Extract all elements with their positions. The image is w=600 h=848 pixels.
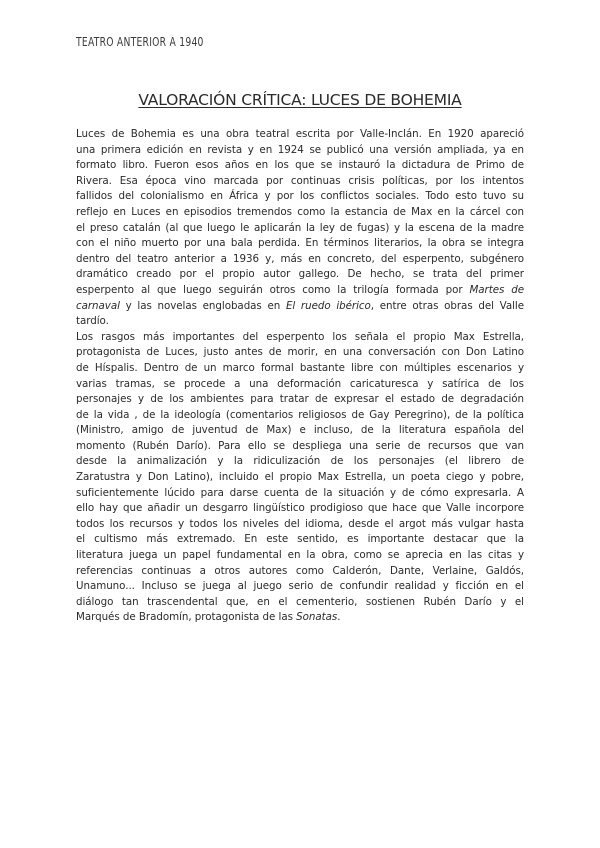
body-line: reflejo en Luces en episodios tremendos como la estancia de Max en la cárcel con bbox=[76, 205, 524, 218]
body-line: el preso catalán (al que luego le aplicarán la ley de fugas) y la escena de la madre bbox=[76, 221, 524, 234]
document-body bbox=[76, 127, 524, 626]
body-line: suficientemente lúcido para darse cuenta de la situación y de cómo expresarla. A bbox=[76, 486, 524, 499]
body-line: Unamuno... Incluso se juega al juego serio de confundir realidad y ficción en el bbox=[76, 580, 524, 593]
body-line: fallidos del colonialismo en África y por los conflictos sociales. Todo esto tuvo su bbox=[76, 190, 524, 203]
body-line: personajes y de los ambientes para tratar de expresar el estado de degradación bbox=[76, 393, 524, 406]
body-line: Los rasgos más importantes del esperpento los señala el propio Max Estrella, bbox=[76, 330, 524, 343]
body-line: con el niño muerto por una bala perdida. En términos literarios, la obra se integra bbox=[76, 237, 524, 250]
document-title: VALORACIÓN CRÍTICA: LUCES DE BOHEMIA bbox=[138, 91, 462, 109]
body-line: una primera edición en revista y en 1924 se publicó una versión ampliada, ya en bbox=[76, 143, 524, 156]
body-line: carnaval y las novelas englobadas en El ruedo ibérico, entre otras obras del Valle bbox=[76, 299, 524, 312]
body-line: protagonista de Luces, justo antes de morir, en una conversación con Don Latino bbox=[76, 346, 524, 359]
body-line: el cultismo más extremado. En este sentido, es importante destacar que la bbox=[76, 533, 524, 546]
body-line: (Ministro, amigo de juventud de Max) e incluso, de la literatura española del bbox=[76, 424, 524, 437]
body-line: formato libro. Fueron esos años en los que se instauró la dictadura de Primo de bbox=[76, 159, 524, 172]
body-line: momento (Rubén Darío). Para ello se despliega una serie de recursos que van bbox=[76, 439, 524, 452]
body-line: Zaratustra y Don Latino), incluido el propio Max Estrella, un poeta ciego y pobre, bbox=[76, 471, 524, 484]
body-line: literatura juega un papel fundamental en la obra, como se aprecia en las citas y bbox=[76, 549, 524, 562]
body-line: de Híspalis. Dentro de un marco formal bastante libre con múltiples escenarios y bbox=[76, 361, 524, 374]
body-line: referencias continuas a otros autores como Calderón, Dante, Verlaine, Galdós, bbox=[76, 564, 524, 577]
body-line: Luces de Bohemia es una obra teatral escrita por Valle-Inclán. En 1920 apareció bbox=[76, 128, 524, 140]
body-line: esperpento al que luego seguirán otros como la trilogía formada por Martes de bbox=[76, 283, 525, 296]
body-line: dramático creado por el propio autor gallego. De hecho, se trata del primer bbox=[76, 268, 524, 281]
body-line: diálogo tan trascendental que, en el cementerio, sostienen Rubén Darío y el bbox=[76, 595, 524, 608]
body-line: todos los recursos y todos los niveles del idioma, desde el argot más vulgar hasta bbox=[76, 517, 524, 530]
body-line: dentro del teatro anterior a 1936 y, más en concreto, del esperpento, subgénero bbox=[76, 252, 524, 265]
body-line: ello hay que añadir un desgarro lingüístico prodigioso que hace que Valle incorpore bbox=[76, 502, 524, 515]
body-line: tardío. bbox=[76, 315, 109, 328]
body-line: Rivera. Esa época vino marcada por continuas crisis políticas, por los intentos bbox=[76, 174, 524, 187]
body-line: varias tramas, se procede a una deformación caricaturesca y satírica de los bbox=[76, 377, 524, 390]
page-header: TEATRO ANTERIOR A 1940 bbox=[76, 34, 204, 49]
body-line: desde la animalización y la ridiculización de los personajes (el librero de bbox=[76, 455, 524, 468]
body-line: de la vida , de la ideología (comentarios religiosos de Gay Peregrino), de la política bbox=[76, 408, 524, 421]
body-line: Marqués de Bradomín, protagonista de las Sonatas. bbox=[76, 611, 341, 624]
